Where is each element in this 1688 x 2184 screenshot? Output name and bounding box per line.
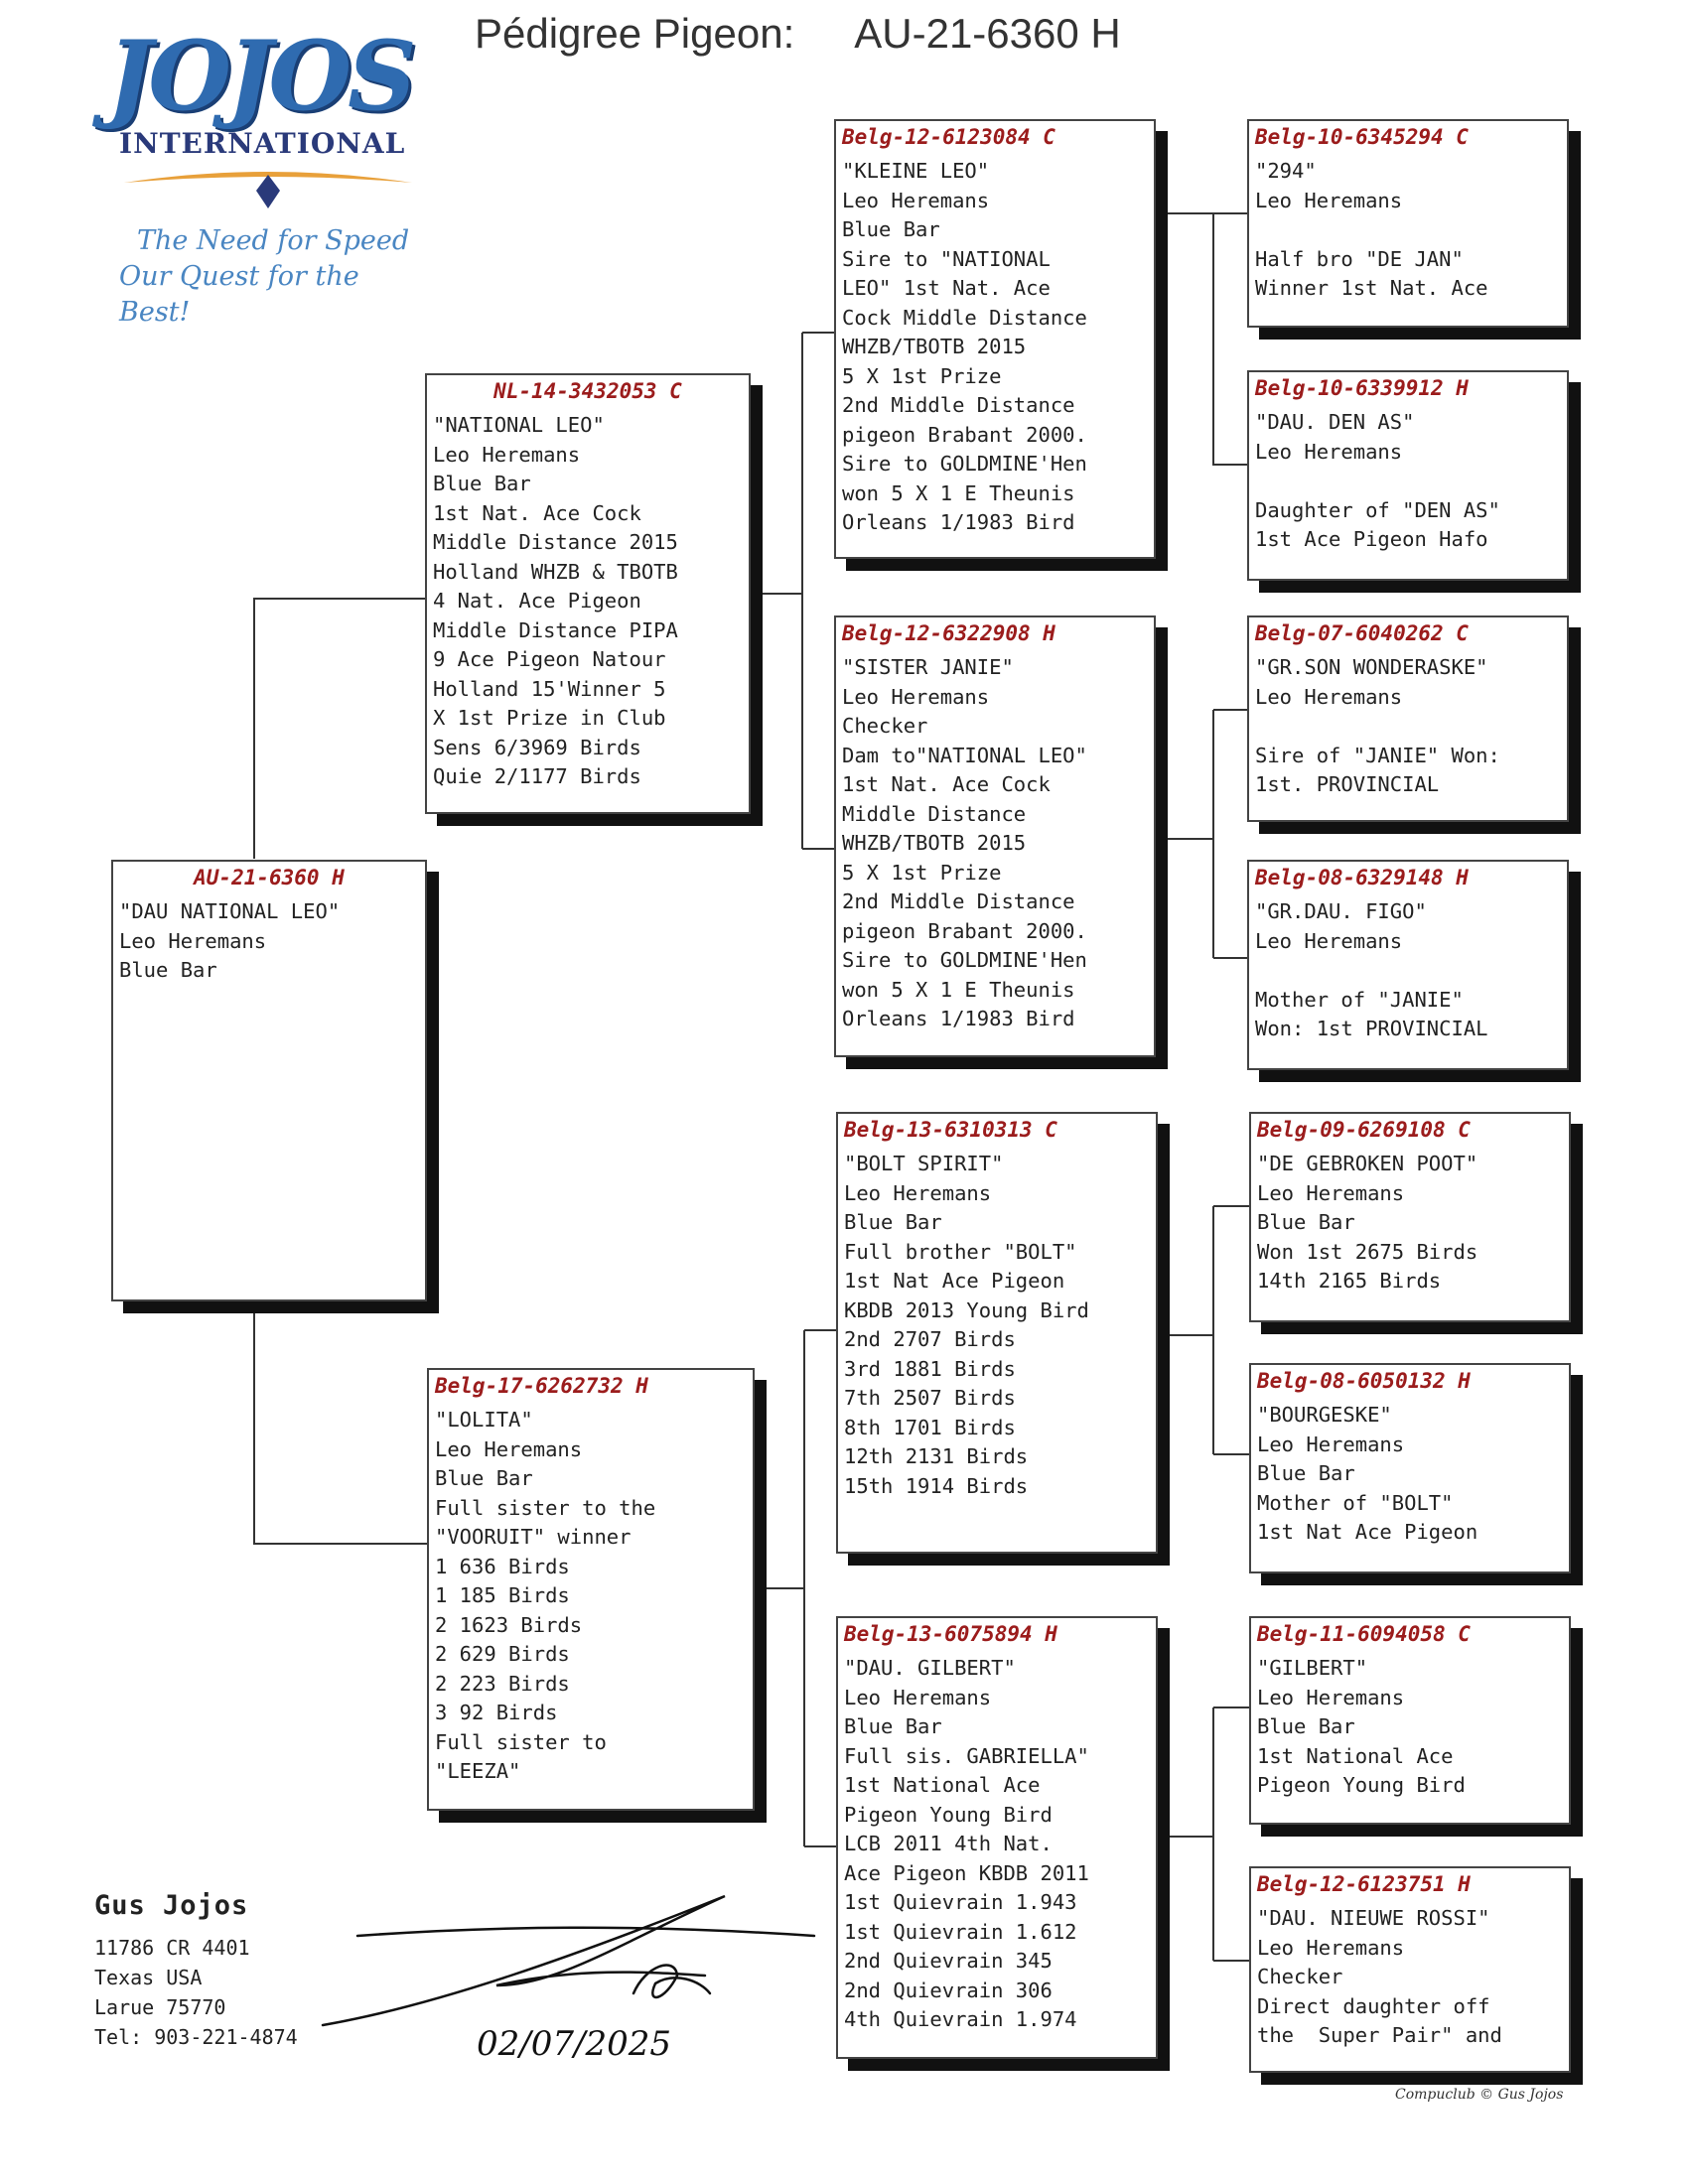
detail-line: Checker xyxy=(1257,1965,1343,1988)
detail-line: "NATIONAL LEO" xyxy=(433,413,605,437)
copyright-note: Compuclub © Gus Jojos xyxy=(1395,2087,1564,2103)
detail-line: 2nd 2707 Birds xyxy=(844,1327,1016,1351)
detail-line: Leo Heremans xyxy=(842,684,990,709)
detail-line: "GR.SON WONDERASKE" xyxy=(1255,655,1488,679)
detail-line: "LEEZA" xyxy=(435,1759,521,1783)
detail-line: Sire to GOLDMINE'Hen xyxy=(842,948,1087,972)
detail-line: Pigeon Young Bird xyxy=(844,1802,1053,1827)
detail-line: 1st Nat. Ace Cock xyxy=(842,772,1051,796)
pigeon-card-ggp-2 xyxy=(1247,370,1569,581)
detail-line: Mother of "BOLT" xyxy=(1257,1490,1454,1515)
detail-line: LCB 2011 4th Nat. xyxy=(844,1832,1053,1855)
detail-line: 1st Nat Ace Pigeon xyxy=(844,1269,1065,1293)
detail-line: 7th 2507 Birds xyxy=(844,1386,1016,1410)
detail-line: X 1st Prize in Club xyxy=(433,706,666,730)
detail-line: Direct daughter off xyxy=(1257,1993,1490,2018)
detail-line: pigeon Brabant 2000. xyxy=(842,918,1087,943)
detail-line: pigeon Brabant 2000. xyxy=(842,422,1087,447)
pigeon-card-ggp-4 xyxy=(1247,860,1569,1070)
pigeon-card-dam-dam xyxy=(836,1616,1158,2059)
detail-line: "SISTER JANIE" xyxy=(842,655,1014,679)
detail-line: Won 1st 2675 Birds xyxy=(1257,1239,1478,1264)
detail-line: Leo Heremans xyxy=(1255,928,1403,953)
detail-line: 1st National Ace xyxy=(844,1773,1041,1797)
pigeon-card-sire xyxy=(425,373,751,814)
detail-line: Sire to GOLDMINE'Hen xyxy=(842,452,1087,476)
detail-line: Leo Heremans xyxy=(1257,1935,1405,1960)
ring-number: Belg-12-6123084 C xyxy=(842,125,1055,149)
detail-line: "BOURGESKE" xyxy=(1257,1403,1392,1427)
detail-line: 2nd Quievrain 306 xyxy=(844,1978,1053,2002)
ring-number: Belg-13-6075894 H xyxy=(844,1622,1057,1646)
detail-line: Ace Pigeon KBDB 2011 xyxy=(844,1860,1089,1885)
detail-line: "294" xyxy=(1255,159,1317,183)
ring-number: AU-21-6360 H xyxy=(194,866,345,889)
detail-line: 2 629 Birds xyxy=(435,1642,570,1666)
detail-line: Leo Heremans xyxy=(1255,684,1403,709)
detail-line: Blue Bar xyxy=(844,1714,942,1738)
breeder-name: Gus Jojos xyxy=(94,1890,249,1921)
detail-line: Middle Distance PIPA xyxy=(433,617,678,642)
pigeon-card-sire-sire xyxy=(834,119,1156,559)
pigeon-card-ggp-1 xyxy=(1247,119,1569,328)
detail-line: "KLEINE LEO" xyxy=(842,159,990,183)
detail-line: Half bro "DE JAN" xyxy=(1255,246,1464,271)
pigeon-details xyxy=(1255,408,1561,555)
pigeon-details xyxy=(842,653,1148,1034)
detail-line: "VOORUIT" winner xyxy=(435,1525,632,1549)
title-label: Pédigree Pigeon: xyxy=(475,10,795,57)
detail-line: 5 X 1st Prize xyxy=(842,860,1002,885)
detail-line: 9 Ace Pigeon Natour xyxy=(433,647,666,671)
detail-line: "DAU. GILBERT" xyxy=(844,1656,1016,1680)
detail-line: Blue Bar xyxy=(1257,1461,1355,1485)
handwritten-signature xyxy=(318,1876,834,2075)
detail-line: Sire to "NATIONAL xyxy=(842,246,1051,271)
detail-line: Leo Heremans xyxy=(844,1685,992,1709)
detail-line: Leo Heremans xyxy=(842,188,990,212)
pigeon-card-dam-sire xyxy=(836,1112,1158,1554)
pigeon-card-sire-dam xyxy=(834,615,1156,1057)
detail-line: "DAU. DEN AS" xyxy=(1255,410,1415,434)
ring-number: Belg-10-6345294 C xyxy=(1255,125,1469,149)
detail-line: "GR.DAU. FIGO" xyxy=(1255,899,1427,923)
pigeon-details xyxy=(119,897,419,986)
ring-number: Belg-09-6269108 C xyxy=(1257,1118,1471,1142)
logo-tagline-2: Our Quest for the Best! xyxy=(119,261,359,328)
pigeon-card-ggp-3 xyxy=(1247,615,1569,822)
detail-line: 2nd Quievrain 345 xyxy=(844,1949,1053,1973)
detail-line: Blue Bar xyxy=(119,958,217,982)
detail-line: 14th 2165 Birds xyxy=(1257,1269,1442,1293)
detail-line: Cock Middle Distance xyxy=(842,305,1087,330)
detail-line: 1st Nat Ace Pigeon xyxy=(1257,1520,1478,1544)
pigeon-card-ggp-8 xyxy=(1249,1866,1571,2073)
pigeon-card-ggp-5 xyxy=(1249,1112,1571,1322)
detail-line: Won: 1st PROVINCIAL xyxy=(1255,1017,1488,1040)
detail-line: 15th 1914 Birds xyxy=(844,1473,1029,1498)
breeder-state: Texas USA xyxy=(94,1966,203,1989)
breeder-address: 11786 CR 4401 xyxy=(94,1936,250,1960)
detail-line: Blue Bar xyxy=(1257,1210,1355,1234)
detail-line: Blue Bar xyxy=(842,217,940,241)
detail-line: "DE GEBROKEN POOT" xyxy=(1257,1152,1478,1175)
detail-line: 1st National Ace xyxy=(1257,1743,1454,1768)
pigeon-details xyxy=(433,411,743,792)
pigeon-details xyxy=(1257,1654,1563,1801)
pigeon-details xyxy=(1255,157,1561,304)
detail-line: Pigeon Young Bird xyxy=(1257,1773,1466,1797)
detail-line xyxy=(1255,956,1561,986)
pigeon-card-dam xyxy=(427,1368,755,1811)
ring-number: Belg-07-6040262 C xyxy=(1255,621,1469,645)
detail-line: Leo Heremans xyxy=(1257,1685,1405,1709)
detail-line: Leo Heremans xyxy=(119,928,267,953)
pigeon-details xyxy=(435,1406,747,1787)
detail-line xyxy=(1255,712,1561,742)
detail-line: Leo Heremans xyxy=(844,1180,992,1205)
pigeon-details xyxy=(844,1150,1150,1501)
detail-line: Orleans 1/1983 Bird xyxy=(842,510,1075,534)
detail-line: 4th Quievrain 1.974 xyxy=(844,2007,1077,2031)
detail-line: WHZB/TBOTB 2015 xyxy=(842,831,1027,855)
detail-line: Quie 2/1177 Birds xyxy=(433,764,641,788)
detail-line: "DAU. NIEUWE ROSSI" xyxy=(1257,1906,1490,1930)
detail-line: Leo Heremans xyxy=(1257,1432,1405,1456)
detail-line: the Super Pair" and xyxy=(1257,2023,1502,2047)
detail-line: Middle Distance xyxy=(842,801,1027,826)
breeder-city: Larue 75770 xyxy=(94,1995,226,2019)
detail-line: 1 636 Birds xyxy=(435,1554,570,1578)
pigeon-details xyxy=(842,157,1148,538)
ring-number: Belg-12-6322908 H xyxy=(842,621,1055,645)
ring-number: NL-14-3432053 C xyxy=(493,379,682,403)
ring-number: Belg-13-6310313 C xyxy=(844,1118,1057,1142)
detail-line: won 5 X 1 E Theunis xyxy=(842,480,1075,505)
ring-number: Belg-11-6094058 C xyxy=(1257,1622,1471,1646)
detail-line: 2nd Middle Distance xyxy=(842,393,1075,417)
detail-line: Blue Bar xyxy=(844,1210,942,1234)
detail-line: Full sister to the xyxy=(435,1495,656,1520)
detail-line: Full sis. GABRIELLA" xyxy=(844,1743,1089,1768)
detail-line: Blue Bar xyxy=(433,472,531,495)
logo-brand: JOJOS xyxy=(107,20,413,132)
pigeon-details xyxy=(1255,653,1561,800)
detail-line: 1st Quievrain 1.943 xyxy=(844,1890,1077,1914)
ring-number: Belg-17-6262732 H xyxy=(435,1374,648,1398)
detail-line: Leo Heremans xyxy=(1257,1180,1405,1205)
detail-line: Leo Heremans xyxy=(1255,439,1403,464)
detail-line: 2nd Middle Distance xyxy=(842,889,1075,913)
pigeon-details xyxy=(1257,1150,1563,1297)
detail-line: "GILBERT" xyxy=(1257,1656,1368,1680)
detail-line: 3 92 Birds xyxy=(435,1701,558,1724)
detail-line: 12th 2131 Birds xyxy=(844,1444,1029,1468)
detail-line: KBDB 2013 Young Bird xyxy=(844,1297,1089,1322)
detail-line: "BOLT SPIRIT" xyxy=(844,1152,1004,1175)
pigeon-details xyxy=(1257,1904,1563,2051)
detail-line: 1st. PROVINCIAL xyxy=(1255,772,1440,796)
pigeon-card-ggp-7 xyxy=(1249,1616,1571,1825)
pigeon-details xyxy=(844,1654,1150,2035)
detail-line: 2 1623 Birds xyxy=(435,1612,583,1637)
detail-line: Leo Heremans xyxy=(1255,188,1403,212)
detail-line: Orleans 1/1983 Bird xyxy=(842,1007,1075,1030)
detail-line: 1st Nat. Ace Cock xyxy=(433,500,641,525)
detail-line: Full brother "BOLT" xyxy=(844,1239,1077,1264)
detail-line: Leo Heremans xyxy=(433,442,581,467)
pigeon-card-subject xyxy=(111,860,427,1301)
detail-line: WHZB/TBOTB 2015 xyxy=(842,335,1027,358)
detail-line: Holland WHZB & TBOTB xyxy=(433,559,678,584)
detail-line: 4 Nat. Ace Pigeon xyxy=(433,589,641,613)
detail-line: Winner 1st Nat. Ace xyxy=(1255,276,1488,300)
detail-line: Sire of "JANIE" Won: xyxy=(1255,743,1500,767)
ring-number: Belg-10-6339912 H xyxy=(1255,376,1469,400)
detail-line: Leo Heremans xyxy=(435,1436,583,1461)
detail-line xyxy=(1255,467,1561,496)
detail-line: 1st Quievrain 1.612 xyxy=(844,1919,1077,1944)
title-ring: AU-21-6360 H xyxy=(854,10,1121,57)
detail-line: 8th 1701 Birds xyxy=(844,1415,1016,1439)
pigeon-card-ggp-6 xyxy=(1249,1363,1571,1573)
detail-line: Daughter of "DEN AS" xyxy=(1255,497,1500,522)
detail-line: Holland 15'Winner 5 xyxy=(433,676,666,701)
logo-tagline-1: The Need for Speed xyxy=(137,225,410,256)
detail-line: Full sister to xyxy=(435,1729,607,1754)
detail-line: 1 185 Birds xyxy=(435,1583,570,1607)
ring-number: Belg-12-6123751 H xyxy=(1257,1872,1471,1896)
ring-number: Belg-08-6050132 H xyxy=(1257,1369,1471,1393)
detail-line: Checker xyxy=(842,714,928,738)
detail-line: 3rd 1881 Birds xyxy=(844,1356,1016,1381)
detail-line: 1st Ace Pigeon Hafo xyxy=(1255,527,1488,551)
detail-line: "LOLITA" xyxy=(435,1408,533,1432)
detail-line: 2 223 Birds xyxy=(435,1671,570,1696)
detail-line: won 5 X 1 E Theunis xyxy=(842,977,1075,1002)
detail-line xyxy=(1255,215,1561,245)
pigeon-details xyxy=(1257,1401,1563,1548)
detail-line: Dam to"NATIONAL LEO" xyxy=(842,743,1087,767)
logo-subtitle: INTERNATIONAL xyxy=(119,127,406,160)
breeder-phone: Tel: 903-221-4874 xyxy=(94,2025,298,2049)
detail-line: Blue Bar xyxy=(1257,1714,1355,1738)
detail-line: 5 X 1st Prize xyxy=(842,363,1002,388)
detail-line: LEO" 1st Nat. Ace xyxy=(842,276,1051,300)
breeder-contact xyxy=(94,1891,298,2052)
ring-number: Belg-08-6329148 H xyxy=(1255,866,1469,889)
signature-date: 02/07/2025 xyxy=(477,2024,671,2064)
detail-line: Middle Distance 2015 xyxy=(433,530,678,554)
detail-line: "DAU NATIONAL LEO" xyxy=(119,899,341,923)
detail-line: Blue Bar xyxy=(435,1466,533,1490)
detail-line: Sens 6/3969 Birds xyxy=(433,735,641,759)
pigeon-details xyxy=(1255,897,1561,1044)
detail-line: Mother of "JANIE" xyxy=(1255,987,1464,1012)
